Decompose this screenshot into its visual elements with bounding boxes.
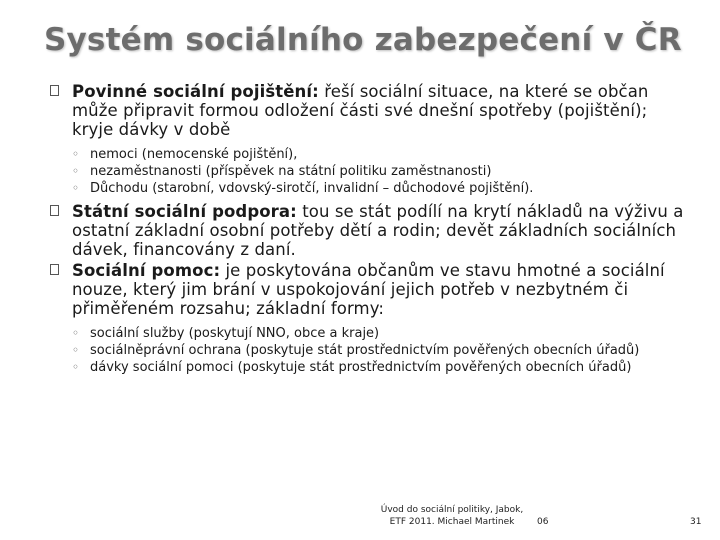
- list-item: ◦ sociální služby (poskytují NNO, obce a kraje): [72, 326, 380, 341]
- bullet-text: řeší sociální situace, na které se občan může připravit formou odložení části své dnešní spotřeby (pojištění); kryje dávky v době: [72, 82, 649, 139]
- bullet-box-icon: [50, 264, 59, 275]
- footer-line-2: ETF 2011. Michael Martinek: [389, 517, 515, 527]
- bullet-term: Státní sociální podpora:: [72, 202, 297, 221]
- circle-bullet-icon: ◦: [72, 326, 80, 340]
- sub-list: [50, 147, 690, 196]
- circle-bullet-icon: ◦: [72, 343, 80, 357]
- slide-title: Systém sociálního zabezpečení v ČR: [44, 22, 682, 58]
- bullet-box-icon: [50, 85, 59, 96]
- footer-line-1: Úvod do sociální politiky, Jabok,: [380, 505, 524, 515]
- bullet-povinne-pojisteni: [50, 82, 690, 139]
- list-item: ◦ Důchodu (starobní, vdovský-sirotčí, invalidní – důchodové pojištění).: [72, 181, 534, 196]
- circle-bullet-icon: ◦: [72, 360, 80, 374]
- bullet-socialni-pomoc: [50, 261, 690, 318]
- circle-bullet-icon: ◦: [72, 147, 80, 161]
- list-item: ◦ nemoci (nemocenské pojištění),: [72, 147, 298, 162]
- bullet-statni-podpora: [50, 202, 690, 259]
- footer-slide-code: 06: [537, 517, 549, 527]
- slide-content: [50, 82, 690, 381]
- sub-list: [50, 326, 690, 375]
- page-number: 31: [690, 517, 702, 527]
- circle-bullet-icon: ◦: [72, 181, 80, 195]
- bullet-text: je poskytována občanům ve stavu hmotné a sociální nouze, který jim brání v uspokojování jejich potřeb v nezbytném či přiměřeném rozsahu; základní formy:: [72, 261, 665, 318]
- list-item: ◦ nezaměstnanosti (příspěvek na státní politiku zaměstnanosti): [72, 164, 492, 179]
- bullet-text: tou se stát podílí na krytí nákladů na výživu a ostatní základní osobní potřeby dětí a rodin; devět základních sociálních dávek, financovány z daní.: [72, 202, 684, 259]
- circle-bullet-icon: ◦: [72, 164, 80, 178]
- list-item: ◦ sociálněprávní ochrana (poskytuje stát prostřednictvím pověřených obecních úřadů): [72, 343, 640, 358]
- bullet-box-icon: [50, 205, 59, 216]
- bullet-term: Sociální pomoc:: [72, 261, 221, 280]
- footer-citation: [372, 504, 532, 528]
- bullet-term: Povinné sociální pojištění:: [72, 82, 319, 101]
- list-item: ◦ dávky sociální pomoci (poskytuje stát prostřednictvím pověřených obecních úřadů): [72, 360, 632, 375]
